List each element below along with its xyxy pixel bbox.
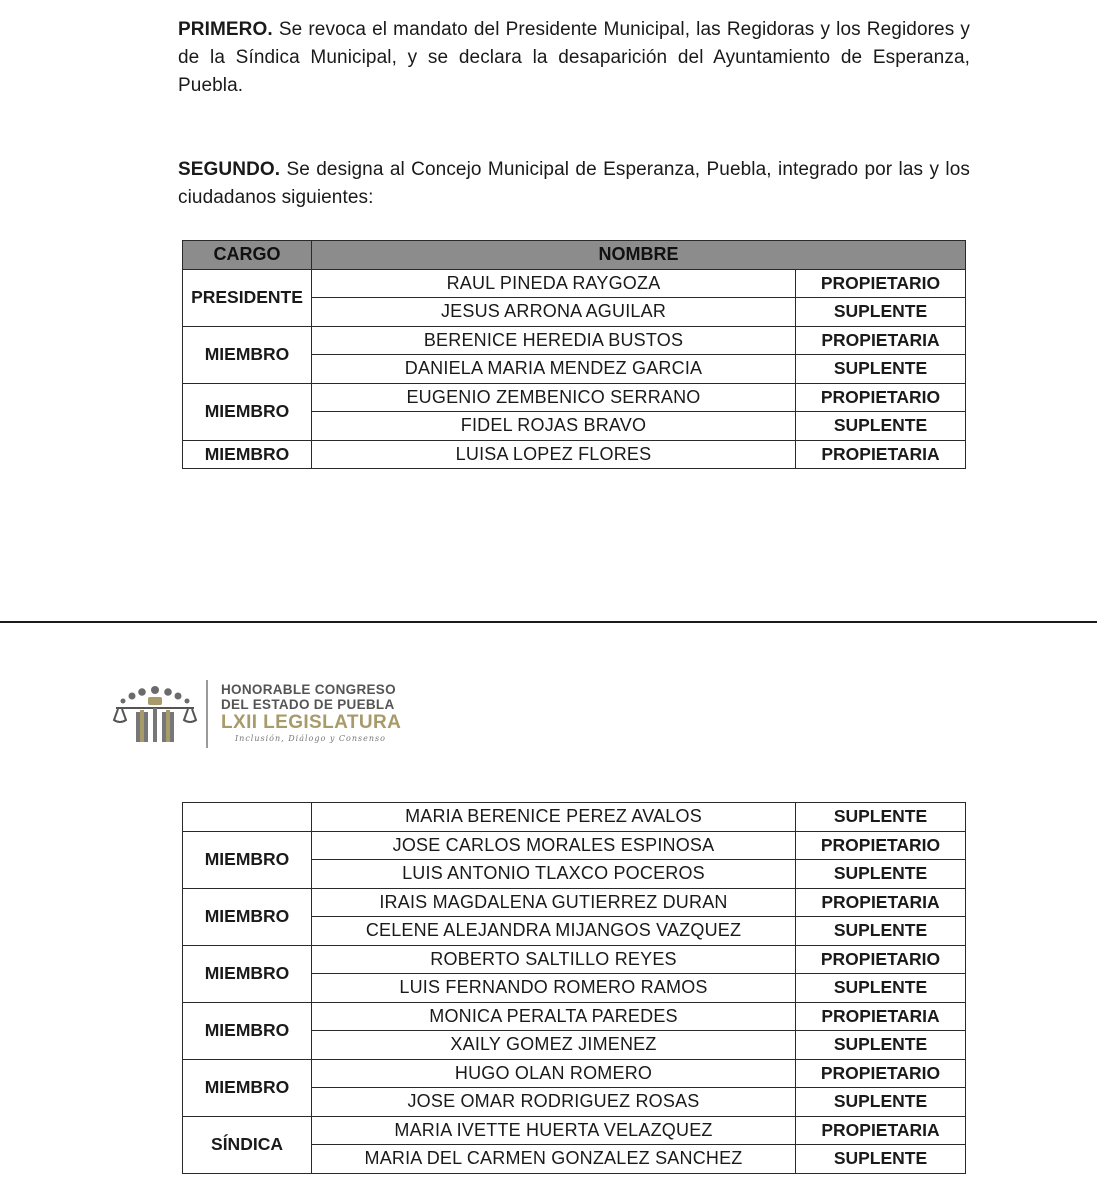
member-name: JOSE OMAR RODRIGUEZ ROSAS (312, 1088, 796, 1117)
cargo-cell: MIEMBRO (183, 1059, 312, 1116)
member-status: PROPIETARIA (796, 1002, 966, 1031)
table-row (183, 803, 966, 832)
member-status: PROPIETARIA (796, 326, 966, 355)
resolution-primero-label: PRIMERO. (178, 19, 273, 40)
member-name: LUIS ANTONIO TLAXCO POCEROS (312, 860, 796, 889)
member-status: SUPLENTE (796, 1031, 966, 1060)
header-nombre: NOMBRE (312, 241, 966, 270)
member-name: HUGO OLAN ROMERO (312, 1059, 796, 1088)
member-status: PROPIETARIO (796, 1059, 966, 1088)
table-row (183, 1116, 966, 1145)
scales-emblem-icon (112, 682, 198, 744)
page-divider (0, 621, 1097, 623)
cargo-cell: PRESIDENTE (183, 269, 312, 326)
table-row (183, 383, 966, 412)
member-name: DANIELA MARIA MENDEZ GARCIA (312, 355, 796, 384)
resolution-primero (178, 16, 970, 100)
member-name: ROBERTO SALTILLO REYES (312, 945, 796, 974)
member-status: SUPLENTE (796, 860, 966, 889)
member-status: SUPLENTE (796, 1088, 966, 1117)
logo-line-3: LXII LEGISLATURA (221, 712, 402, 733)
cargo-cell: MIEMBRO (183, 383, 312, 440)
cargo-cell: SÍNDICA (183, 1116, 312, 1173)
member-name: XAILY GOMEZ JIMENEZ (312, 1031, 796, 1060)
resolution-primero-text: Se revoca el mandato del Presidente Municipal, las Regidoras y los Regidores y de la Síndica Municipal, y se declara la desaparición del Ayuntamiento de Esperanza, Puebla. (178, 19, 970, 96)
member-status: SUPLENTE (796, 355, 966, 384)
member-status: PROPIETARIA (796, 440, 966, 469)
resolution-segundo-label: SEGUNDO. (178, 159, 281, 180)
resolution-segundo (178, 156, 970, 212)
member-name: JOSE CARLOS MORALES ESPINOSA (312, 831, 796, 860)
member-name: RAUL PINEDA RAYGOZA (312, 269, 796, 298)
logo-text (221, 682, 401, 745)
table-row (183, 1059, 966, 1088)
council-table-page2 (182, 802, 966, 1174)
member-name: IRAIS MAGDALENA GUTIERREZ DURAN (312, 888, 796, 917)
member-name: CELENE ALEJANDRA MIJANGOS VAZQUEZ (312, 917, 796, 946)
member-name: JESUS ARRONA AGUILAR (312, 298, 796, 327)
member-name: LUIS FERNANDO ROMERO RAMOS (312, 974, 796, 1003)
header-cargo: CARGO (183, 241, 312, 270)
cargo-cell: MIEMBRO (183, 831, 312, 888)
cargo-cell: MIEMBRO (183, 1002, 312, 1059)
table-row (183, 945, 966, 974)
table-row (183, 269, 966, 298)
table-row (183, 831, 966, 860)
member-name: BERENICE HEREDIA BUSTOS (312, 326, 796, 355)
logo-line-1: HONORABLE CONGRESO (221, 682, 396, 697)
logo-separator (206, 680, 208, 748)
council-table-page1 (182, 240, 966, 469)
cargo-cell: MIEMBRO (183, 945, 312, 1002)
member-name: MARIA BERENICE PEREZ AVALOS (312, 803, 796, 832)
member-status: PROPIETARIO (796, 383, 966, 412)
member-status: PROPIETARIO (796, 831, 966, 860)
table-header-row (183, 241, 966, 270)
member-status: PROPIETARIO (796, 269, 966, 298)
table-row (183, 440, 966, 469)
member-status: SUPLENTE (796, 974, 966, 1003)
member-name: MONICA PERALTA PAREDES (312, 1002, 796, 1031)
congress-logo (112, 678, 432, 752)
cargo-cell: MIEMBRO (183, 888, 312, 945)
cargo-cell: MIEMBRO (183, 326, 312, 383)
table-row (183, 888, 966, 917)
member-name: EUGENIO ZEMBENICO SERRANO (312, 383, 796, 412)
member-status: PROPIETARIA (796, 1116, 966, 1145)
logo-line-2: DEL ESTADO DE PUEBLA (221, 697, 395, 712)
member-status: SUPLENTE (796, 1145, 966, 1174)
member-name: MARIA DEL CARMEN GONZALEZ SANCHEZ (312, 1145, 796, 1174)
member-name: MARIA IVETTE HUERTA VELAZQUEZ (312, 1116, 796, 1145)
resolution-segundo-text: Se designa al Concejo Municipal de Esperanza, Puebla, integrado por las y los ciudadanos siguientes: (178, 159, 970, 208)
logo-line-4: Inclusión, Diálogo y Consenso (235, 734, 386, 743)
cargo-cell (183, 803, 312, 832)
member-status: SUPLENTE (796, 412, 966, 441)
table-row (183, 1002, 966, 1031)
member-name: FIDEL ROJAS BRAVO (312, 412, 796, 441)
member-status: SUPLENTE (796, 298, 966, 327)
member-name: LUISA LOPEZ FLORES (312, 440, 796, 469)
member-status: SUPLENTE (796, 803, 966, 832)
member-status: PROPIETARIA (796, 888, 966, 917)
table-row (183, 326, 966, 355)
member-status: SUPLENTE (796, 917, 966, 946)
member-status: PROPIETARIO (796, 945, 966, 974)
cargo-cell: MIEMBRO (183, 440, 312, 469)
